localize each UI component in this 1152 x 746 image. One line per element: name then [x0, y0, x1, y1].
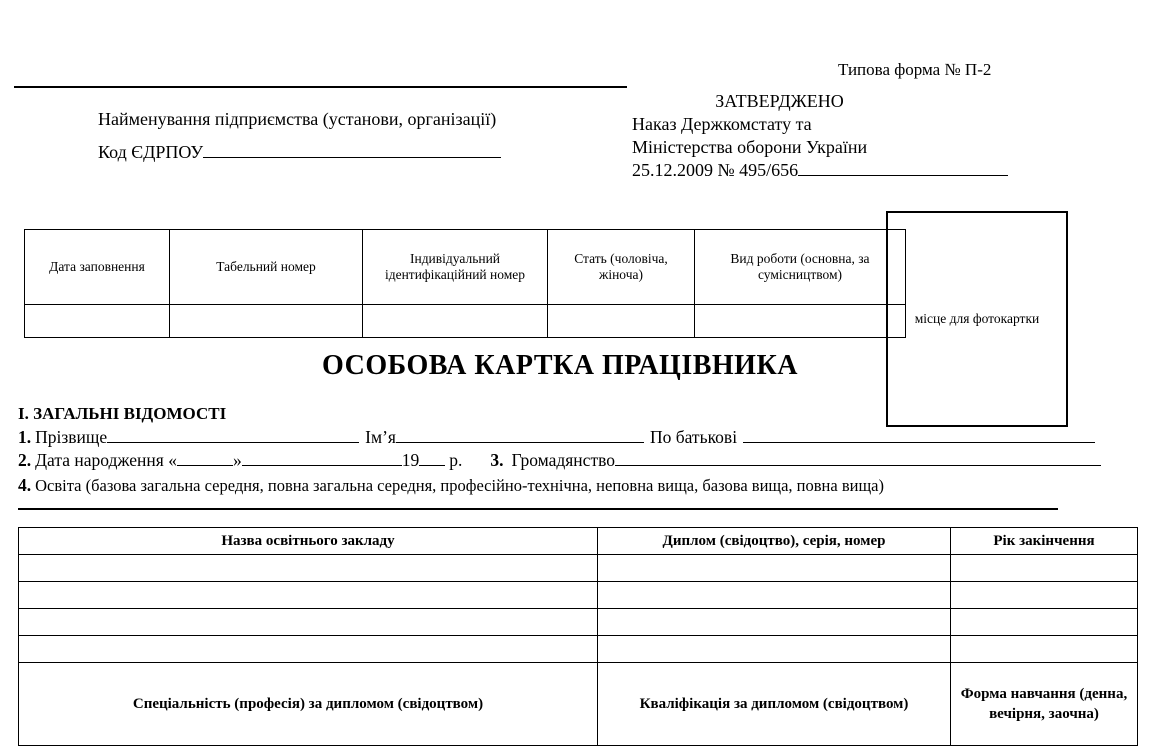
education-table-row — [19, 582, 1138, 609]
edu-header-qualification: Кваліфікація за дипломом (свідоцтвом) — [598, 663, 951, 746]
edu-header-study-form: Форма навчання (денна, вечірня, заочна) — [951, 663, 1138, 746]
field-birth-month-input-line[interactable] — [242, 449, 402, 466]
field-citizenship-label: Громадянство — [511, 450, 615, 470]
field-patronymic-input-line[interactable] — [743, 426, 1095, 443]
education-input-rule[interactable] — [18, 508, 1058, 510]
edu-header-specialty: Спеціальність (професія) за дипломом (свідоцтвом) — [19, 663, 598, 746]
field-firstname-label: Ім’я — [365, 427, 396, 447]
field-3-number: 3. — [490, 450, 504, 470]
edu-cell-diploma-series-number[interactable] — [598, 582, 951, 609]
education-table — [18, 527, 1138, 746]
info-value-work-type[interactable] — [695, 305, 906, 338]
field-2-number: 2. — [18, 450, 32, 470]
field-1-number: 1. — [18, 427, 32, 447]
approved-line-2: Міністерства оборони України — [632, 137, 868, 157]
approved-order-line — [632, 159, 1008, 182]
field-firstname-input-line[interactable] — [396, 426, 644, 443]
field-birthdate-quote-close: » — [232, 450, 242, 470]
field-birth-day-input-line[interactable] — [177, 449, 233, 466]
education-table-row — [19, 555, 1138, 582]
approved-line-1: Наказ Держкомстату та — [632, 114, 812, 134]
field-birth-year-input-line[interactable] — [419, 449, 445, 466]
field-surname-label: Прізвище — [35, 427, 108, 447]
approved-title: ЗАТВЕРДЖЕНО — [715, 91, 844, 111]
organization-name-label: Найменування підприємства (установи, організації) — [98, 109, 497, 129]
education-table-row — [19, 636, 1138, 663]
education-table-header-row-1 — [19, 528, 1138, 555]
field-patronymic-label: По батькові — [649, 427, 738, 447]
approval-block — [632, 90, 1008, 182]
edu-cell-diploma-series-number[interactable] — [598, 636, 951, 663]
edu-cell-graduation-year[interactable] — [951, 582, 1138, 609]
edrpou-input-line[interactable] — [203, 140, 501, 158]
info-value-sex[interactable] — [548, 305, 695, 338]
field-row-education — [18, 475, 884, 496]
info-value-personnel-number[interactable] — [170, 305, 363, 338]
edrpou-row — [98, 140, 501, 163]
field-education-label: Освіта (базова загальна середня, повна загальна середня, професійно-технічна, неповна вища, базова вища, повна вища) — [35, 476, 884, 495]
edu-cell-institution-name[interactable] — [19, 582, 598, 609]
info-value-fill-date[interactable] — [25, 305, 170, 338]
edu-cell-graduation-year[interactable] — [951, 555, 1138, 582]
edu-cell-graduation-year[interactable] — [951, 636, 1138, 663]
education-table-row — [19, 609, 1138, 636]
info-header-work-type: Вид роботи (основна, за сумісництвом) — [695, 230, 906, 305]
edu-header-diploma-series-number: Диплом (свідоцтво), серія, номер — [598, 528, 951, 555]
info-header-sex: Стать (чоловіча, жіноча) — [548, 230, 695, 305]
edu-cell-institution-name[interactable] — [19, 636, 598, 663]
field-birthdate-label: Дата народження « — [35, 450, 177, 470]
info-table — [24, 229, 906, 338]
photo-placeholder-box[interactable] — [886, 211, 1068, 427]
page-title: ОСОБОВА КАРТКА ПРАЦІВНИКА — [322, 350, 798, 381]
edu-header-institution-name: Назва освітнього закладу — [19, 528, 598, 555]
field-birth-year-prefix: 19 — [401, 450, 420, 470]
edu-header-graduation-year: Рік закінчення — [951, 528, 1138, 555]
edu-cell-diploma-series-number[interactable] — [598, 555, 951, 582]
field-citizenship-input-line[interactable] — [615, 449, 1101, 466]
approved-order-number: 25.12.2009 № 495/656 — [632, 160, 799, 180]
info-header-personnel-number: Табельний номер — [170, 230, 363, 305]
info-header-tax-id: Індивідуальний ідентифікаційний номер — [363, 230, 548, 305]
edu-cell-institution-name[interactable] — [19, 555, 598, 582]
photo-placeholder-label: місце для фотокартки — [914, 311, 1040, 326]
info-table-header-row — [25, 230, 906, 305]
edrpou-label: Код ЄДРПОУ — [98, 142, 204, 162]
field-birth-year-suffix: р. — [449, 450, 463, 470]
education-table-header-row-2 — [19, 663, 1138, 746]
form-code-label: Типова форма № П-2 — [838, 60, 992, 79]
edu-cell-institution-name[interactable] — [19, 609, 598, 636]
field-4-number: 4. — [18, 475, 32, 495]
info-table-value-row — [25, 305, 906, 338]
info-header-fill-date: Дата заповнення — [25, 230, 170, 305]
section-1-heading: I. ЗАГАЛЬНІ ВІДОМОСТІ — [18, 404, 227, 423]
organization-name-rule — [14, 86, 627, 88]
edu-cell-graduation-year[interactable] — [951, 609, 1138, 636]
info-value-tax-id[interactable] — [363, 305, 548, 338]
approved-order-fill-line[interactable] — [798, 159, 1008, 176]
edu-cell-diploma-series-number[interactable] — [598, 609, 951, 636]
field-row-surname — [18, 426, 1095, 448]
field-surname-input-line[interactable] — [107, 426, 359, 443]
field-row-birthdate — [18, 449, 1101, 471]
